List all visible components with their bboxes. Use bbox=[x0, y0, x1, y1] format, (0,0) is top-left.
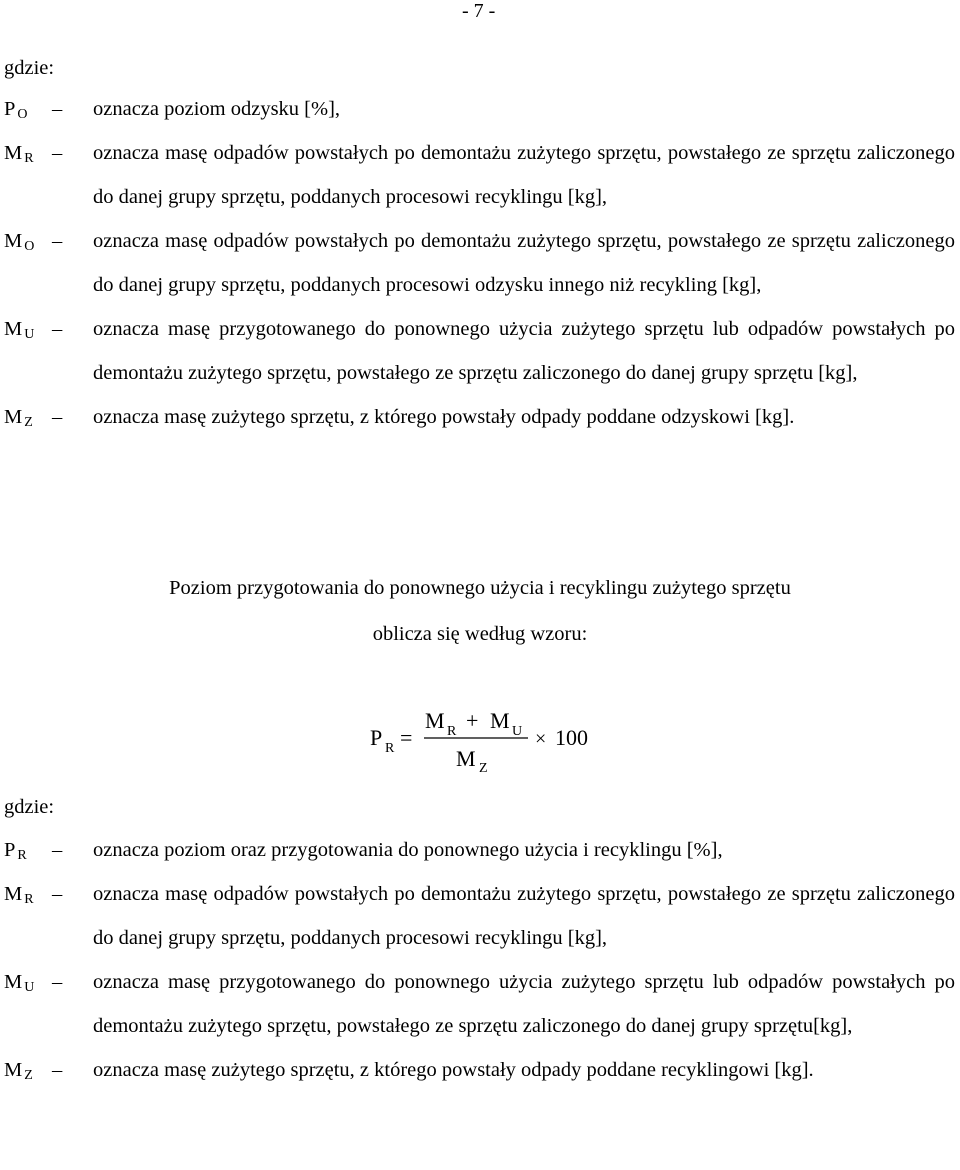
symbol: M $_Z$ bbox=[4, 406, 33, 430]
dash: – bbox=[52, 971, 63, 993]
definition-mu bbox=[0, 307, 960, 395]
symbol: M $_R$ bbox=[4, 142, 34, 166]
formula-num-a-sub: R bbox=[447, 724, 457, 739]
symbol: M $_Z$ bbox=[4, 1059, 33, 1083]
dash: – bbox=[52, 406, 63, 428]
formula-num-b-sub: U bbox=[512, 724, 523, 739]
definition-mz bbox=[0, 395, 960, 439]
symbol: M $_O$ bbox=[4, 230, 35, 254]
dash: – bbox=[52, 839, 63, 861]
definition-mu bbox=[0, 960, 960, 1048]
dash: – bbox=[52, 142, 63, 164]
definition-list-1 bbox=[0, 87, 960, 439]
formula-lhs: P bbox=[370, 725, 383, 750]
formula-den: M bbox=[456, 746, 476, 771]
definition-mr bbox=[0, 872, 960, 960]
formula-lhs-sub: R bbox=[385, 741, 395, 756]
dash: – bbox=[52, 318, 63, 340]
formula-plus: + bbox=[466, 708, 479, 733]
definition-text: oznacza masę odpadów powstałych po demontażu zużytego sprzętu, powstałego ze sprzętu zaliczonego do danej grupy sprzętu, poddanych procesowi recyklingu [kg], bbox=[93, 883, 955, 949]
definition-text: oznacza poziom oraz przygotowania do ponownego użycia i recyklingu [%], bbox=[93, 839, 723, 861]
formula-svg bbox=[368, 700, 608, 780]
definition-text: oznacza masę przygotowanego do ponownego użycia zużytego sprzętu lub odpadów powstałych po demontażu zużytego sprzętu, powstałego ze sprzętu zaliczonego do danej grupy sprzętu [kg], bbox=[93, 318, 955, 384]
definition-text: oznacza masę odpadów powstałych po demontażu zużytego sprzętu, powstałego ze sprzętu zaliczonego do danej grupy sprzętu, poddanych procesowi recyklingu [kg], bbox=[93, 142, 955, 208]
definition-text: oznacza masę przygotowanego do ponownego użycia zużytego sprzętu lub odpadów powstałych po demontażu zużytego sprzętu, powstałego ze sprzętu zaliczonego do danej grupy sprzętu[kg], bbox=[93, 971, 955, 1037]
symbol: P $_R$ bbox=[4, 839, 27, 863]
intro-line-1: Poziom przygotowania do ponownego użycia i recyklingu zużytego sprzętu bbox=[169, 577, 791, 599]
definition-text: oznacza poziom odzysku [%], bbox=[93, 98, 341, 120]
definition-text: oznacza masę zużytego sprzętu, z którego powstały odpady poddane recyklingowi [kg]. bbox=[93, 1059, 814, 1081]
formula-times: × bbox=[535, 728, 547, 750]
symbol: M $_R$ bbox=[4, 883, 34, 907]
definition-mz bbox=[0, 1048, 960, 1092]
dash: – bbox=[52, 230, 63, 252]
definition-mr bbox=[0, 131, 960, 219]
formula-num-b: M bbox=[490, 708, 510, 733]
formula-num-a: M bbox=[425, 708, 445, 733]
page-number: - 7 - bbox=[462, 0, 496, 22]
formula-den-sub: Z bbox=[479, 761, 488, 776]
definition-text: oznacza masę zużytego sprzętu, z którego powstały odpady poddane odzyskowi [kg]. bbox=[93, 406, 795, 428]
gdzie-label-1: gdzie: bbox=[4, 57, 55, 79]
symbol: M $_U$ bbox=[4, 318, 35, 342]
definition-po bbox=[0, 87, 960, 131]
symbol: P $_O$ bbox=[4, 98, 28, 122]
intro-line-2: oblicza się według wzoru: bbox=[372, 623, 588, 645]
formula-equals: = bbox=[400, 725, 413, 750]
definition-mo bbox=[0, 219, 960, 307]
symbol: M $_U$ bbox=[4, 971, 35, 995]
formula bbox=[368, 700, 608, 780]
definition-list-2 bbox=[0, 828, 960, 1092]
definition-text: oznacza masę odpadów powstałych po demontażu zużytego sprzętu, powstałego ze sprzętu zaliczonego do danej grupy sprzętu, poddanych procesowi odzysku innego niż recykling [kg], bbox=[93, 230, 955, 296]
formula-factor: 100 bbox=[555, 725, 588, 750]
dash: – bbox=[52, 883, 63, 905]
gdzie-label-2: gdzie: bbox=[4, 796, 55, 818]
dash: – bbox=[52, 98, 63, 120]
definition-pr bbox=[0, 828, 960, 872]
dash: – bbox=[52, 1059, 63, 1081]
